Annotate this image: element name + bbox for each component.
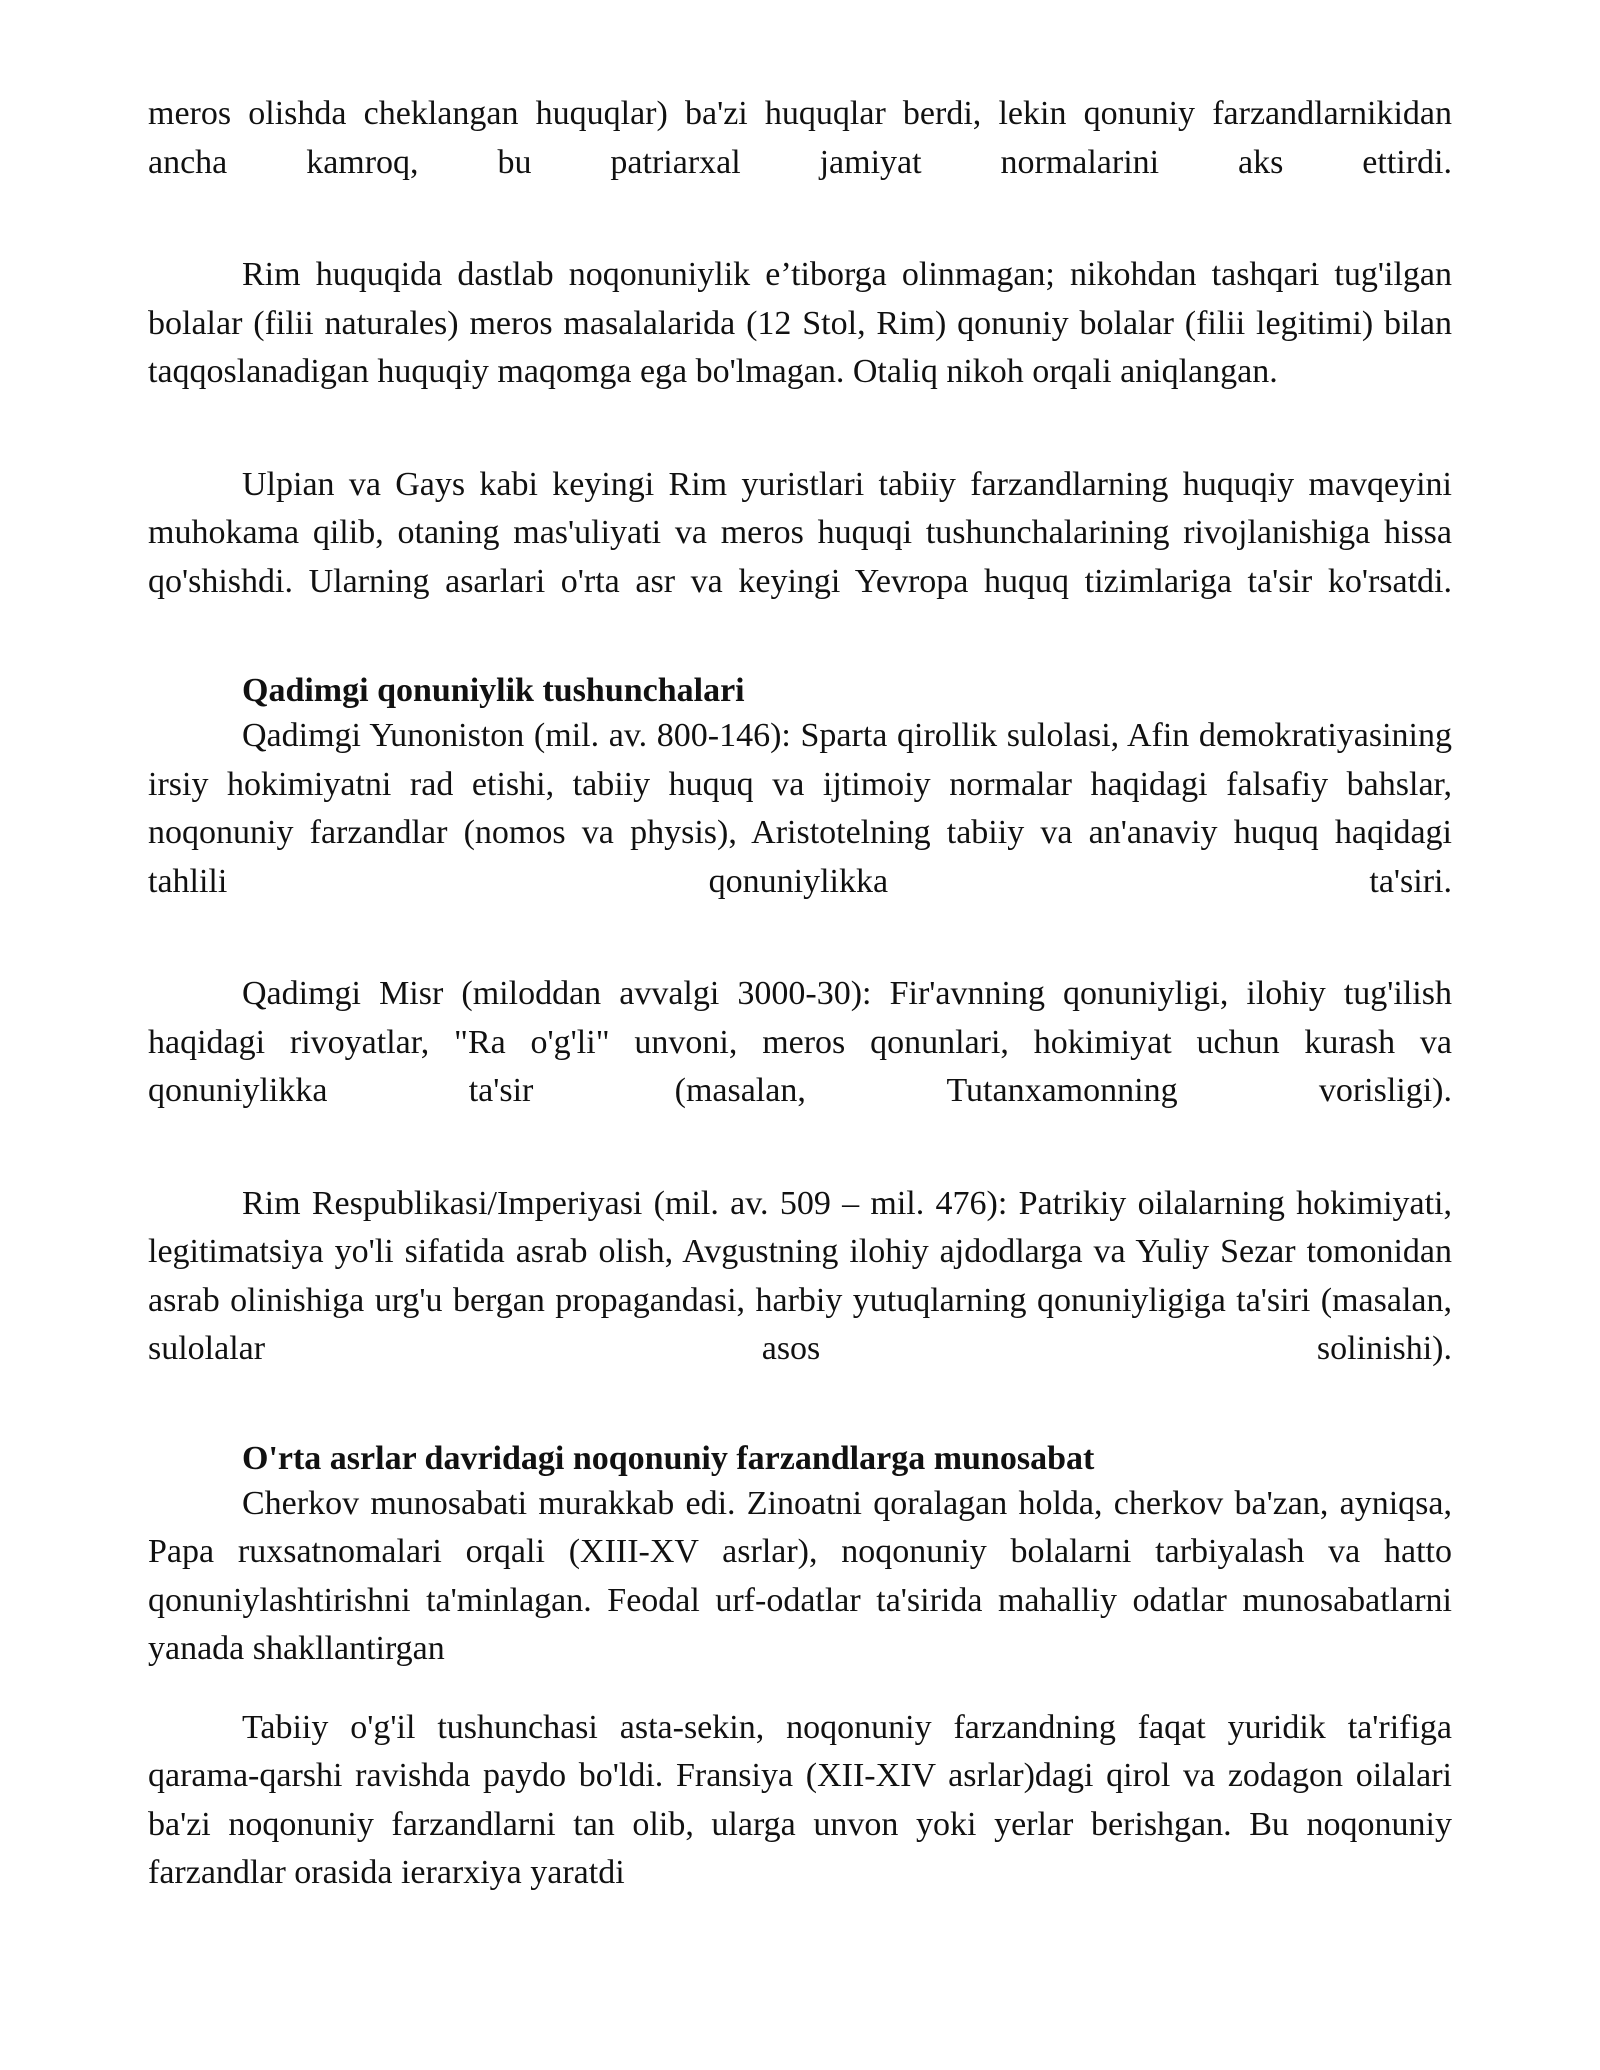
section-heading-medieval: O'rta asrlar davridagi noqonuniy farzandlarga munosabat [242,1439,1095,1477]
paragraph-natural-son: Tabiiy o'g'il tushunchasi asta-sekin, noqonuniy farzandning faqat yuridik ta'rifiga qarama-qarshi ravishda paydo bo'ldi. Fransiya (XII-XIV asrlar)dagi qirol va zodagon oilalari ba'zi noqonuniy farzandlarni tan olib, ularga unvon yoki yerlar berishgan. Bu noqonuniy farzandlar orasida ierarxiya yaratdi [148,1708,1452,1891]
paragraph-ancient-egypt: Qadimgi Misr (miloddan avvalgi 3000-30): Fir'avnning qonuniyligi, ilohiy tug'ilish haqidagi rivoyatlar, "Ra o'g'li" unvoni, meros qonunlari, hokimiyat uchun kurash va qonuniylikka ta'sir (masalan, Tutanxamonning vorisligi). [148,975,1452,1109]
spacer [148,906,1452,970]
paragraph-roman-jurists: Ulpian va Gays kabi keyingi Rim yuristlari tabiiy farzandlarning huquqiy mavqeyini muhokama qilib, otaning mas'uliyati va meros huquqi tushunchalarining rivojlanishiga hissa qo'shishdi. Ularning asarlari o'rta asr va keyingi Yevropa huquq tizimlariga ta'sir ko'rsatdi. [148,465,1452,600]
paragraph-church-attitude: Cherkov munosabati murakkab edi. Zinoatni qoralagan holda, cherkov ba'zan, ayniqsa, Papa ruxsatnomalari orqali (XIII-XV asrlar), noqonuniy bolalarni tarbiyalash va hatto qonuniylashtirishni ta'minlagan. Feodal urf-odatlar ta'sirida mahalliy odatlar munosabatlarni yanada shakllantirgan [148,1484,1452,1667]
section-heading-ancient-legitimacy: Qadimgi qonuniylik tushunchalari [242,672,745,709]
paragraph-roman-empire: Rim Respublikasi/Imperiyasi (mil. av. 509 – mil. 476): Patrikiy oilalarning hokimiyati, legitimatsiya yo'li sifatida asrab olish, Avgustning ilohiy ajdodlarga va Yuliy Sezar tomonidan asrab olinishiga urg'u bergan propagandasi, harbiy yutuqlarning qonuniyligiga ta'siri (masalan, sulolalar asos solinishi). [148,1184,1452,1367]
paragraph-ancient-greece: Qadimgi Yunoniston (mil. av. 800-146): Sparta qirollik sulolasi, Afin demokratiyasining irsiy hokimiyatni rad etishi, tabiiy huquq va ijtimoiy normalar haqidagi falsafiy bahslar, noqonuniy farzandlar (nomos va physis), Aristotelning tabiiy va an'anaviy huquq haqidagi tahlili qonuniylikka ta'siri. [148,717,1452,900]
spacer [148,187,1452,251]
spacer [148,1674,1452,1704]
paragraph-inheritance-rights: meros olishda cheklangan huquqlar) ba'zi huquqlar berdi, lekin qonuniy farzandlarnikidan ancha kamroq, bu patriarxal jamiyat normalarini aks ettirdi. [148,95,1452,181]
spacer [148,1374,1452,1438]
spacer [148,1116,1452,1180]
spacer [148,397,1452,461]
paragraph-roman-law: Rim huquqida dastlab noqonuniylik e’tiborga olinmagan; nikohdan tashqari tug'ilgan bolalar (filii naturales) meros masalalarida (12 Stol, Rim) qonuniy bolalar (filii legitimi) bilan taqqoslanadigan huquqiy maqomga ega bo'lmagan. Otaliq nikoh orqali aniqlangan. [148,256,1452,390]
spacer [148,606,1452,670]
document-page [148,90,1452,1898]
